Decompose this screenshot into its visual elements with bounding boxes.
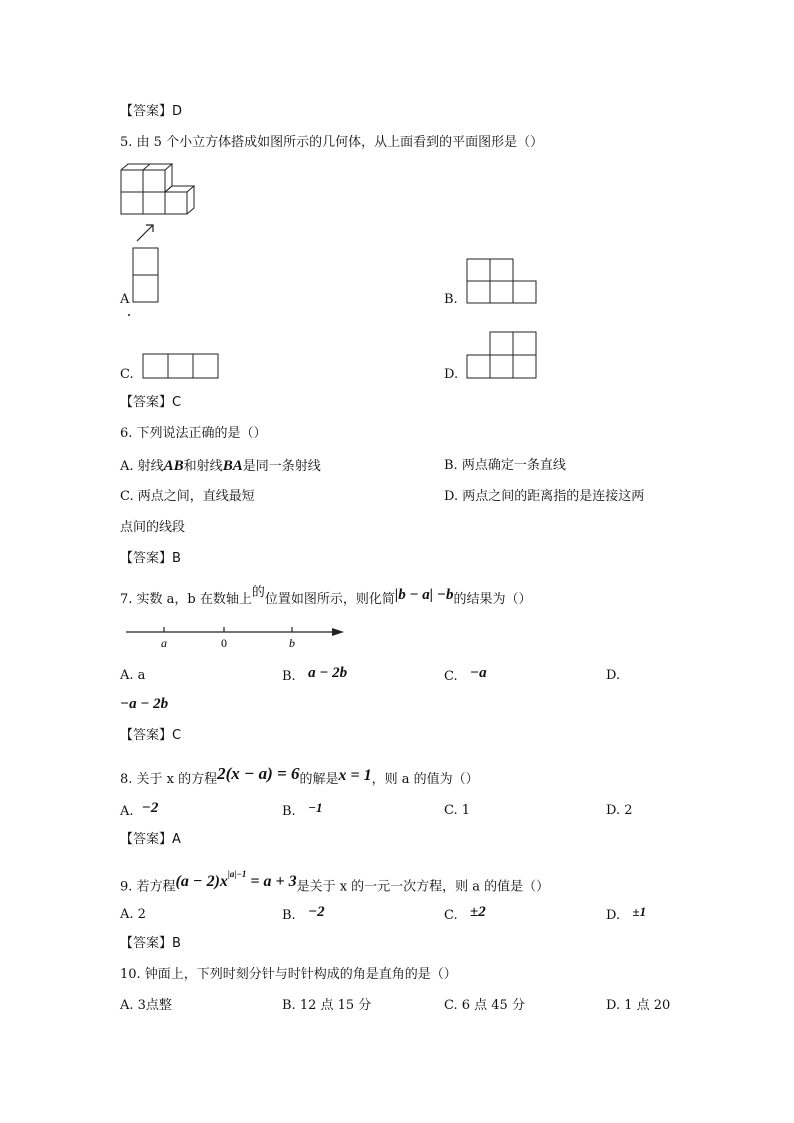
q9-option-c-expr: ±2 [470,904,486,920]
q6-answer: 【答案】B [120,551,181,566]
numberline-label-b: b [289,636,295,650]
q9-option-d-expr: ±1 [632,904,647,919]
q6-option-d: D. 两点之间的距离指的是连接这两 [444,489,645,504]
q5-answer: 【答案】C [120,395,182,410]
q8-option-a-expr: −2 [141,800,159,816]
q5-option-a-label: A [120,292,130,307]
q9-answer: 【答案】B [120,936,181,951]
q6-option-a-post: 是同一条射线 [242,459,321,474]
q5-solid-figure [118,162,200,218]
q7-expression: |b − a| −b [394,587,454,603]
q7-stem-mid: 位置如图所示，则化简 [264,592,395,607]
q8-option-b [282,801,322,822]
q5-option-d-figure [466,331,538,381]
q8-stem [120,764,479,790]
q9-option-b [282,905,325,926]
q6-option-b: B. 两点确定一条直线 [444,458,566,473]
numberline-label-a: a [161,636,167,650]
q10-option-c: C. 6 点 45 分 [444,998,525,1013]
q8-solution: x = 1 [338,767,372,784]
q4-answer: 【答案】D [120,104,183,119]
q10-stem: 10. 钟面上，下列时刻分针与时针构成的角是直角的是（） [120,967,457,982]
q7-stem-pre: 7. 实数 a，b 在数轴上 [120,592,252,607]
q8-stem-post: ，则 a 的值为（） [371,772,479,787]
q8-stem-mid: 的解是 [299,772,339,787]
ray-ab-symbol: AB [163,458,184,474]
q7-option-a: A. a [120,668,146,683]
numberline-label-zero: 0 [221,636,227,650]
q7-answer: 【答案】C [120,728,182,743]
q7-number-line [122,622,350,652]
q7-option-c [444,666,487,687]
q8-option-a [120,801,158,822]
q8-option-b-expr: −1 [308,800,323,815]
q7-option-b [282,666,347,687]
q6-option-a-mid: 和射线 [183,459,223,474]
q8-option-a-label: A. [120,804,134,819]
q9-option-c [444,905,486,926]
q9-equation-rest: = a + 3 [246,873,297,891]
q5-option-c-figure [142,353,220,381]
q5-option-d-label: D. [444,367,459,382]
q5-option-a-figure [126,246,166,318]
ray-ba-symbol: BA [222,458,243,474]
q9-stem-post: 是关于 x 的一元一次方程，则 a 的值是（） [296,879,550,895]
q9-option-b-expr: −2 [308,904,325,920]
q9-option-b-label: B. [282,908,296,923]
q9-option-c-label: C. [444,908,458,923]
q9-equation-base: (a − 2)x [175,873,228,891]
view-direction-arrow-icon [134,220,158,244]
q10-option-b: B. 12 点 15 分 [282,998,372,1013]
q10-option-d: D. 1 点 20 [606,998,671,1013]
q7-stem-post: 的结果为（） [453,592,532,607]
q6-option-a-pre: A. 射线 [120,459,164,474]
q9-stem-pre: 9. 若方程 [120,879,176,895]
q9-option-d [606,905,646,926]
q5-option-c-label: C. [120,367,134,382]
q7-option-c-label: C. [444,669,458,684]
q7-option-d-expr: −a − 2b [120,696,169,712]
q7-option-d-expr-line [120,694,168,715]
q7-stem [120,585,532,610]
q9-option-a: A. 2 [120,907,146,922]
q6-option-a [120,456,321,477]
q8-answer: 【答案】A [120,832,181,847]
q7-option-b-label: B. [282,669,296,684]
q7-option-d-label: D. [606,668,621,683]
q5-stem: 5. 由 5 个小立方体搭成如图所示的几何体，从上面看到的平面图形是（） [120,135,544,150]
q9-stem [120,869,550,897]
q7-option-b-expr: a − 2b [308,665,348,681]
q7-stem-raised: 的 [251,585,265,600]
q8-equation: 2(x − a) = 6 [217,764,300,783]
q8-option-b-label: B. [282,804,296,819]
q6-option-c: C. 两点之间，直线最短 [120,489,255,504]
q5-option-b-label: B. [444,292,458,307]
q6-option-d-continued: 点间的线段 [120,520,186,535]
q6-stem: 6. 下列说法正确的是（） [120,426,267,441]
q5-option-b-figure [466,258,538,306]
q8-option-c: C. 1 [444,803,471,818]
q9-option-d-label: D. [606,908,621,923]
q10-option-a: A. 3点整 [120,998,172,1013]
q8-stem-pre: 8. 关于 x 的方程 [120,772,218,787]
q7-option-c-expr: −a [470,665,487,681]
q9-equation-exponent: |a|−1 [227,869,247,879]
q8-option-d: D. 2 [606,803,633,818]
